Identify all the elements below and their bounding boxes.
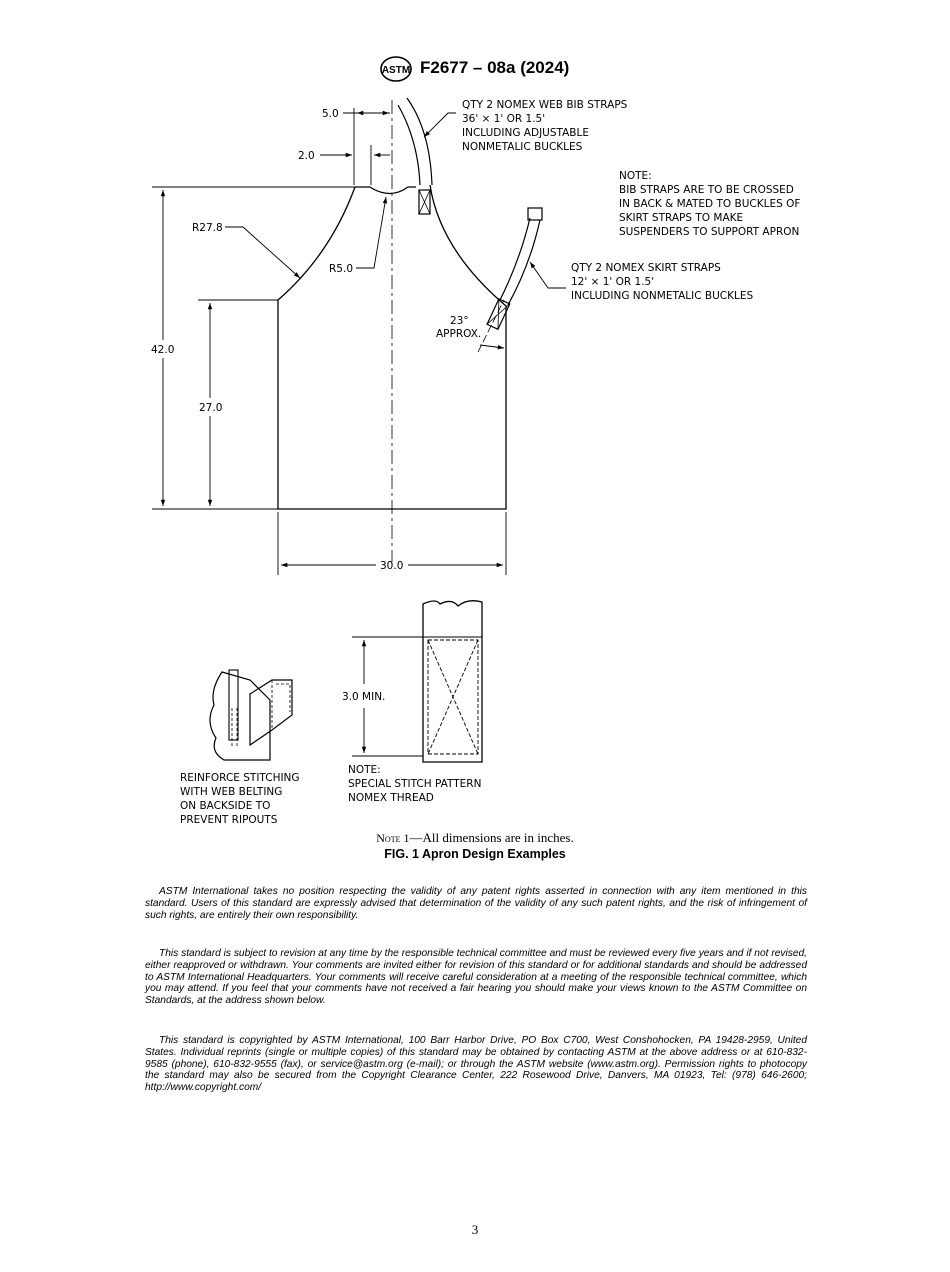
document-title: F2677 – 08a (2024): [420, 58, 570, 77]
bib-leader: [424, 113, 456, 137]
page-number: 3: [471, 1222, 479, 1237]
figure-caption: FIG. 1 Apron Design Examples: [384, 847, 566, 861]
svg-text:WITH WEB BELTING: WITH WEB BELTING: [180, 786, 283, 798]
apron-left-curve: [278, 187, 355, 300]
patent-paragraph: ASTM International takes no position respecting the validity of any patent rights asserted in connection with any item mentioned in this standard. Users of this standard are expressly advised that determination of the validity of any such patent rights, and the risk of infringement of such rights, are entirely their own responsibility.: [145, 886, 807, 921]
note-label: Note 1: [376, 831, 410, 845]
bib-straps-callout: [462, 99, 628, 153]
svg-text:QTY 2 NOMEX SKIRT STRAPS: QTY 2 NOMEX SKIRT STRAPS: [571, 262, 721, 274]
svg-text:REINFORCE STITCHING: REINFORCE STITCHING: [180, 772, 300, 784]
reinforce-callout: [180, 772, 300, 826]
strap-detail: [423, 601, 482, 762]
apron-neck: [355, 187, 416, 194]
r5-label: R5.0: [329, 263, 353, 275]
skirt-leader: [530, 262, 566, 288]
svg-text:ON BACKSIDE TO: ON BACKSIDE TO: [180, 800, 271, 812]
stitch-note-callout: [348, 764, 481, 804]
skirt-straps-callout: [571, 262, 753, 302]
svg-text:SKIRT STRAPS TO MAKE: SKIRT STRAPS TO MAKE: [619, 212, 744, 224]
reinforce-detail: [210, 672, 270, 760]
svg-text:NOTE:: NOTE:: [348, 764, 381, 776]
svg-text:INCLUDING NONMETALIC BUCKLES: INCLUDING NONMETALIC BUCKLES: [571, 290, 754, 302]
dim-5-label: 5.0: [322, 108, 339, 120]
dim-2-label: 2.0: [298, 150, 315, 162]
revision-paragraph: This standard is subject to revision at any time by the responsible technical committee and must be reviewed every five years and if not revised, either reapproved or withdrawn. Your comments are invited either for revision of this standard or for additional standards and should be addressed to ASTM International Headquarters. Your comments will receive careful consideration at a meeting of the responsible technical committee, which you may attend. If you feel that your comments have not received a fair hearing you should make your views known to the ASTM Committee on Standards, at the address shown below.: [145, 948, 807, 1007]
dim-30-label: 30.0: [380, 560, 404, 572]
dim-42-label: 42.0: [151, 344, 175, 356]
note-text: —All dimensions are in inches.: [409, 830, 574, 845]
dim-3-label: 3.0 MIN.: [342, 691, 386, 703]
skirt-strap: [500, 218, 540, 305]
r278-label: R27.8: [192, 222, 223, 234]
angle-arrow: [480, 345, 504, 348]
figure-note: [0, 830, 950, 846]
svg-text:PREVENT RIPOUTS: PREVENT RIPOUTS: [180, 814, 278, 826]
svg-text:NOMEX THREAD: NOMEX THREAD: [348, 792, 434, 804]
svg-text:SUSPENDERS TO SUPPORT APRON: SUSPENDERS TO SUPPORT APRON: [619, 226, 800, 238]
bib-strap: [398, 98, 432, 185]
angle-label: 23°: [450, 315, 469, 327]
r5-leader: [356, 197, 386, 268]
svg-text:12' × 1' OR 1.5': 12' × 1' OR 1.5': [571, 276, 655, 288]
logo-text: ASTM: [381, 65, 411, 76]
angle-note: APPROX.: [436, 328, 482, 340]
svg-text:SPECIAL STITCH PATTERN: SPECIAL STITCH PATTERN: [348, 778, 482, 790]
svg-text:INCLUDING ADJUSTABLE: INCLUDING ADJUSTABLE: [462, 127, 589, 139]
svg-text:QTY 2 NOMEX WEB BIB STRAPS: QTY 2 NOMEX WEB BIB STRAPS: [462, 99, 628, 111]
svg-text:NOTE:: NOTE:: [619, 170, 652, 182]
copyright-paragraph: This standard is copyrighted by ASTM International, 100 Barr Harbor Drive, PO Box C700, West Conshohocken, PA 19428-2959, United States. Individual reprints (single or multiple copies) of this standard may be obtained by contacting ASTM at the above address or at 610-832-9585 (phone), 610-832-9555 (fax), or service@astm.org (e-mail); or through the ASTM website (www.astm.org). Permission rights to photocopy the standard may also be secured from the Copyright Clearance Center, 222 Rosewood Drive, Danvers, MA 01923, Tel: (978) 646-2600; http://www.copyright.com/: [145, 1035, 807, 1094]
dim-27-label: 27.0: [199, 402, 223, 414]
svg-text:NONMETALIC BUCKLES: NONMETALIC BUCKLES: [462, 141, 583, 153]
r278-leader: [225, 227, 300, 278]
svg-text:BIB STRAPS ARE TO BE CROSSED: BIB STRAPS ARE TO BE CROSSED: [619, 184, 794, 196]
svg-text:IN BACK & MATED TO BUCKLES OF: IN BACK & MATED TO BUCKLES OF: [619, 198, 801, 210]
bib-note-callout: [619, 170, 800, 238]
svg-text:36' × 1' OR 1.5': 36' × 1' OR 1.5': [462, 113, 546, 125]
